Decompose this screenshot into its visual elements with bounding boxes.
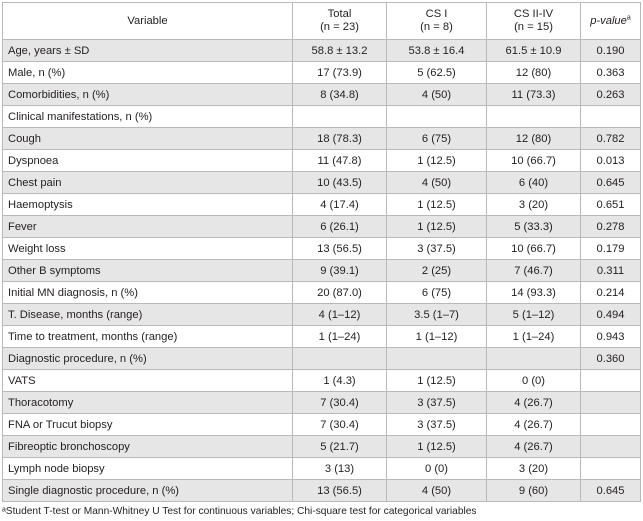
cell-cs2: 12 (80)	[487, 128, 581, 150]
cell-cs1: 2 (25)	[387, 260, 487, 282]
table-row	[3, 172, 641, 194]
cell-total: 1 (1–24)	[293, 326, 387, 348]
cell-pvalue: 0.214	[581, 282, 641, 304]
cell-pvalue: 0.645	[581, 480, 641, 502]
cell-cs1: 4 (50)	[387, 172, 487, 194]
table-row	[3, 194, 641, 216]
cell-cs1: 3.5 (1–7)	[387, 304, 487, 326]
cell-total	[293, 348, 387, 370]
table-row	[3, 458, 641, 480]
cell-total: 1 (4.3)	[293, 370, 387, 392]
cell-variable: Initial MN diagnosis, n (%)	[3, 282, 293, 304]
header-cs2-label: CS II-IV	[513, 8, 554, 20]
cell-variable: Other B symptoms	[3, 260, 293, 282]
cell-pvalue: 0.179	[581, 238, 641, 260]
cell-variable: Clinical manifestations, n (%)	[3, 106, 293, 128]
cell-pvalue: 0.363	[581, 62, 641, 84]
cell-total: 11 (47.8)	[293, 150, 387, 172]
header-cs1-label: CS I	[425, 8, 448, 20]
cell-cs1: 4 (50)	[387, 84, 487, 106]
cell-variable: Diagnostic procedure, n (%)	[3, 348, 293, 370]
cell-cs1: 4 (50)	[387, 480, 487, 502]
header-cs1-n: (n = 8)	[420, 21, 453, 33]
cell-cs2: 3 (20)	[487, 194, 581, 216]
table-row	[3, 480, 641, 502]
cell-cs2: 1 (1–24)	[487, 326, 581, 348]
header-total-n: (n = 23)	[320, 21, 359, 33]
cell-cs2: 10 (66.7)	[487, 238, 581, 260]
cell-variable: Lymph node biopsy	[3, 458, 293, 480]
header-pvalue-label: p-value	[590, 14, 627, 27]
cell-pvalue	[581, 436, 641, 458]
cell-total: 13 (56.5)	[293, 238, 387, 260]
cell-pvalue: 0.278	[581, 216, 641, 238]
cell-pvalue	[581, 106, 641, 128]
cell-cs1: 1 (1–12)	[387, 326, 487, 348]
cell-cs2	[487, 348, 581, 370]
table-row	[3, 150, 641, 172]
cell-pvalue: 0.190	[581, 40, 641, 62]
cell-variable: Weight loss	[3, 238, 293, 260]
cell-total: 58.8 ± 13.2	[293, 40, 387, 62]
cell-cs1: 0 (0)	[387, 458, 487, 480]
cell-variable: Single diagnostic procedure, n (%)	[3, 480, 293, 502]
cell-variable: Comorbidities, n (%)	[3, 84, 293, 106]
table-row	[3, 128, 641, 150]
cell-variable: Dyspnoea	[3, 150, 293, 172]
cell-pvalue: 0.494	[581, 304, 641, 326]
cell-variable: Time to treatment, months (range)	[3, 326, 293, 348]
cell-variable: Male, n (%)	[3, 62, 293, 84]
cell-variable: Haemoptysis	[3, 194, 293, 216]
cell-total: 18 (78.3)	[293, 128, 387, 150]
table-row	[3, 84, 641, 106]
cell-cs1: 1 (12.5)	[387, 216, 487, 238]
cell-total: 3 (13)	[293, 458, 387, 480]
cell-cs1: 1 (12.5)	[387, 194, 487, 216]
cell-total: 17 (73.9)	[293, 62, 387, 84]
table-row	[3, 238, 641, 260]
cell-cs2: 4 (26.7)	[487, 392, 581, 414]
table-container	[2, 2, 640, 517]
table-row	[3, 370, 641, 392]
cell-cs2: 5 (1–12)	[487, 304, 581, 326]
table-row	[3, 40, 641, 62]
table-row	[3, 326, 641, 348]
cell-cs2: 7 (46.7)	[487, 260, 581, 282]
cell-total: 7 (30.4)	[293, 414, 387, 436]
cell-pvalue: 0.651	[581, 194, 641, 216]
cell-cs1: 3 (37.5)	[387, 238, 487, 260]
cell-cs2: 12 (80)	[487, 62, 581, 84]
cell-variable: VATS	[3, 370, 293, 392]
cell-total: 8 (34.8)	[293, 84, 387, 106]
header-cs2	[487, 3, 581, 40]
cell-cs1: 3 (37.5)	[387, 392, 487, 414]
cell-total: 4 (1–12)	[293, 304, 387, 326]
cell-cs2: 3 (20)	[487, 458, 581, 480]
cell-pvalue	[581, 370, 641, 392]
cell-pvalue: 0.943	[581, 326, 641, 348]
cell-cs2: 10 (66.7)	[487, 150, 581, 172]
header-total-label: Total	[327, 8, 352, 20]
cell-cs2: 5 (33.3)	[487, 216, 581, 238]
cell-variable: Fibreoptic bronchoscopy	[3, 436, 293, 458]
cell-pvalue: 0.360	[581, 348, 641, 370]
cell-total	[293, 106, 387, 128]
table-row	[3, 216, 641, 238]
cell-variable: Chest pain	[3, 172, 293, 194]
cell-total: 7 (30.4)	[293, 392, 387, 414]
header-total	[293, 3, 387, 40]
table-header	[3, 3, 641, 40]
cell-pvalue: 0.263	[581, 84, 641, 106]
cell-variable: Age, years ± SD	[3, 40, 293, 62]
table-row	[3, 348, 641, 370]
cell-pvalue	[581, 458, 641, 480]
header-cs2-n: (n = 15)	[514, 21, 553, 33]
cell-cs1: 1 (12.5)	[387, 150, 487, 172]
cell-pvalue	[581, 414, 641, 436]
table-row	[3, 414, 641, 436]
cell-pvalue: 0.013	[581, 150, 641, 172]
cell-cs2: 9 (60)	[487, 480, 581, 502]
cell-cs1: 1 (12.5)	[387, 436, 487, 458]
cell-cs1: 1 (12.5)	[387, 370, 487, 392]
cell-cs1: 6 (75)	[387, 128, 487, 150]
cell-variable: Fever	[3, 216, 293, 238]
cell-pvalue: 0.645	[581, 172, 641, 194]
cell-pvalue: 0.782	[581, 128, 641, 150]
cell-cs2: 0 (0)	[487, 370, 581, 392]
cell-cs2: 4 (26.7)	[487, 436, 581, 458]
table-row	[3, 260, 641, 282]
cell-cs1	[387, 106, 487, 128]
data-table	[2, 2, 641, 502]
header-cs1	[387, 3, 487, 40]
cell-total: 10 (43.5)	[293, 172, 387, 194]
cell-pvalue	[581, 392, 641, 414]
cell-variable: FNA or Trucut biopsy	[3, 414, 293, 436]
table-row	[3, 282, 641, 304]
header-pvalue-sup: a	[626, 13, 631, 21]
table-body	[3, 40, 641, 502]
table-row	[3, 62, 641, 84]
cell-cs2	[487, 106, 581, 128]
cell-total: 9 (39.1)	[293, 260, 387, 282]
table-row	[3, 392, 641, 414]
header-pvalue	[581, 3, 641, 40]
cell-cs2: 4 (26.7)	[487, 414, 581, 436]
cell-cs1: 53.8 ± 16.4	[387, 40, 487, 62]
table-row	[3, 106, 641, 128]
cell-total: 20 (87.0)	[293, 282, 387, 304]
cell-cs1: 5 (62.5)	[387, 62, 487, 84]
cell-cs1: 6 (75)	[387, 282, 487, 304]
cell-cs2: 11 (73.3)	[487, 84, 581, 106]
footnote: ᵃStudent T-test or Mann-Whitney U Test for continuous variables; Chi-square test for categorical variables	[2, 506, 477, 517]
cell-cs2: 61.5 ± 10.9	[487, 40, 581, 62]
cell-cs2: 14 (93.3)	[487, 282, 581, 304]
cell-total: 4 (17.4)	[293, 194, 387, 216]
cell-total: 6 (26.1)	[293, 216, 387, 238]
table-row	[3, 304, 641, 326]
cell-pvalue: 0.311	[581, 260, 641, 282]
cell-variable: Cough	[3, 128, 293, 150]
cell-cs2: 6 (40)	[487, 172, 581, 194]
cell-variable: Thoracotomy	[3, 392, 293, 414]
cell-variable: T. Disease, months (range)	[3, 304, 293, 326]
header-variable: Variable	[3, 3, 293, 40]
table-row	[3, 436, 641, 458]
cell-cs1: 3 (37.5)	[387, 414, 487, 436]
cell-cs1	[387, 348, 487, 370]
cell-total: 5 (21.7)	[293, 436, 387, 458]
cell-total: 13 (56.5)	[293, 480, 387, 502]
